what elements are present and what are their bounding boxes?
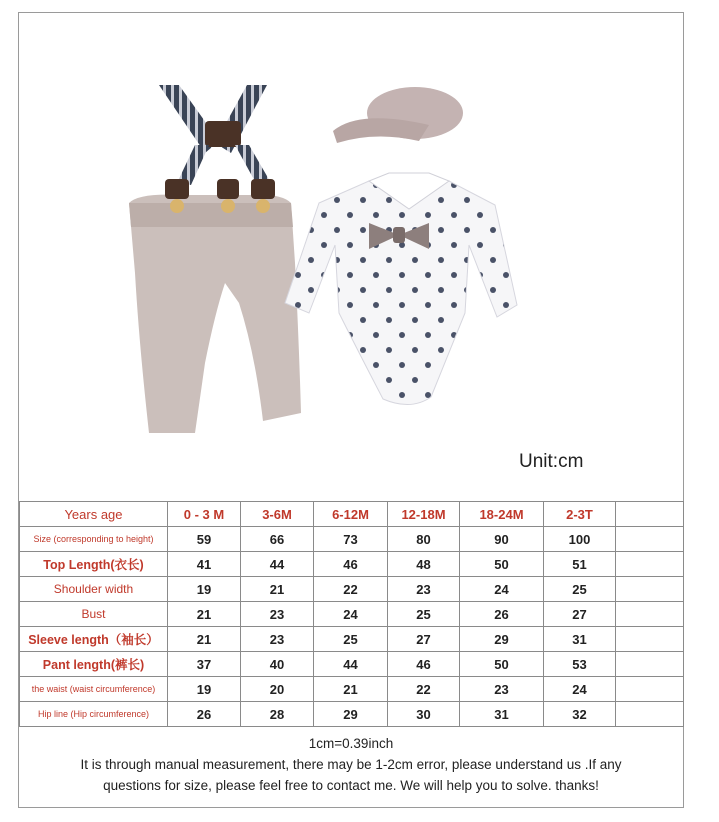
table-cell: 20 [241, 677, 314, 702]
header-years-age: Years age [20, 502, 168, 527]
table-cell: 25 [314, 627, 388, 652]
row-label: Top Length(衣长) [20, 552, 168, 577]
table-cell: 29 [460, 627, 544, 652]
table-cell: 23 [388, 577, 460, 602]
table-row [20, 602, 684, 627]
table-cell: 48 [388, 552, 460, 577]
row-label: the waist (waist circumference) [20, 677, 168, 702]
table-cell: 32 [544, 702, 616, 727]
header-size: 12-18M [388, 502, 460, 527]
table-cell: 19 [168, 577, 241, 602]
measurement-notes [19, 733, 683, 796]
header-size: 2-3T [544, 502, 616, 527]
table-cell: 46 [314, 552, 388, 577]
table-cell: 21 [168, 627, 241, 652]
table-cell: 30 [388, 702, 460, 727]
table-cell: 26 [460, 602, 544, 627]
table-cell: 80 [388, 527, 460, 552]
table-cell: 25 [388, 602, 460, 627]
table-cell: 46 [388, 652, 460, 677]
table-cell: 26 [168, 702, 241, 727]
row-label: Sleeve length（袖长） [20, 627, 168, 652]
table-cell: 21 [241, 577, 314, 602]
table-cell: 31 [544, 627, 616, 652]
table-cell: 37 [168, 652, 241, 677]
table-cell: 23 [241, 627, 314, 652]
table-cell: 21 [314, 677, 388, 702]
size-chart-card [18, 12, 684, 808]
unit-label: Unit:cm [519, 451, 584, 472]
table-cell: 29 [314, 702, 388, 727]
table-cell: 100 [544, 527, 616, 552]
table-row [20, 577, 684, 602]
table-row [20, 652, 684, 677]
table-row [20, 552, 684, 577]
table-cell: 19 [168, 677, 241, 702]
table-cell: 28 [241, 702, 314, 727]
table-cell: 51 [544, 552, 616, 577]
table-cell: 50 [460, 552, 544, 577]
conversion-note: 1cm=0.39inch [308, 736, 394, 751]
header-size: 0 - 3 M [168, 502, 241, 527]
suspender-pants [129, 85, 301, 433]
table-cell [616, 602, 684, 627]
table-cell: 31 [460, 702, 544, 727]
row-label: Pant length(裤长) [20, 652, 168, 677]
table-cell [616, 552, 684, 577]
table-cell: 90 [460, 527, 544, 552]
table-cell [616, 677, 684, 702]
header-size: 3-6M [241, 502, 314, 527]
table-row [20, 677, 684, 702]
table-cell: 27 [544, 602, 616, 627]
disclaimer-line-2: questions for size, please feel free to contact me. We will help you to solve. thanks! [103, 778, 599, 793]
table-cell: 40 [241, 652, 314, 677]
table-cell [616, 702, 684, 727]
table-cell [616, 652, 684, 677]
header-empty [616, 502, 684, 527]
table-cell: 25 [544, 577, 616, 602]
table-cell: 24 [314, 602, 388, 627]
table-cell [616, 627, 684, 652]
flat-cap [333, 87, 463, 143]
table-cell [616, 527, 684, 552]
row-label: Hip line (Hip circumference) [20, 702, 168, 727]
table-cell: 24 [460, 577, 544, 602]
header-size: 6-12M [314, 502, 388, 527]
row-label: Bust [20, 602, 168, 627]
table-cell: 59 [168, 527, 241, 552]
table-cell: 50 [460, 652, 544, 677]
disclaimer-line-1: It is through manual measurement, there may be 1-2cm error, please understand us .If any [80, 757, 622, 772]
table-cell: 44 [241, 552, 314, 577]
table-cell: 41 [168, 552, 241, 577]
table-cell: 23 [241, 602, 314, 627]
table-cell: 22 [314, 577, 388, 602]
row-label: Size (corresponding to height) [20, 527, 168, 552]
dotted-bodysuit [285, 173, 517, 405]
table-cell [616, 577, 684, 602]
table-cell: 23 [460, 677, 544, 702]
header-size: 18-24M [460, 502, 544, 527]
table-row [20, 702, 684, 727]
product-photo [19, 13, 683, 501]
row-label: Shoulder width [20, 577, 168, 602]
table-cell: 22 [388, 677, 460, 702]
table-cell: 21 [168, 602, 241, 627]
table-cell: 53 [544, 652, 616, 677]
table-cell: 27 [388, 627, 460, 652]
table-cell: 24 [544, 677, 616, 702]
table-header-row [20, 502, 684, 527]
table-cell: 44 [314, 652, 388, 677]
table-cell: 66 [241, 527, 314, 552]
size-table [19, 501, 684, 727]
table-cell: 73 [314, 527, 388, 552]
table-row [20, 627, 684, 652]
table-row [20, 527, 684, 552]
